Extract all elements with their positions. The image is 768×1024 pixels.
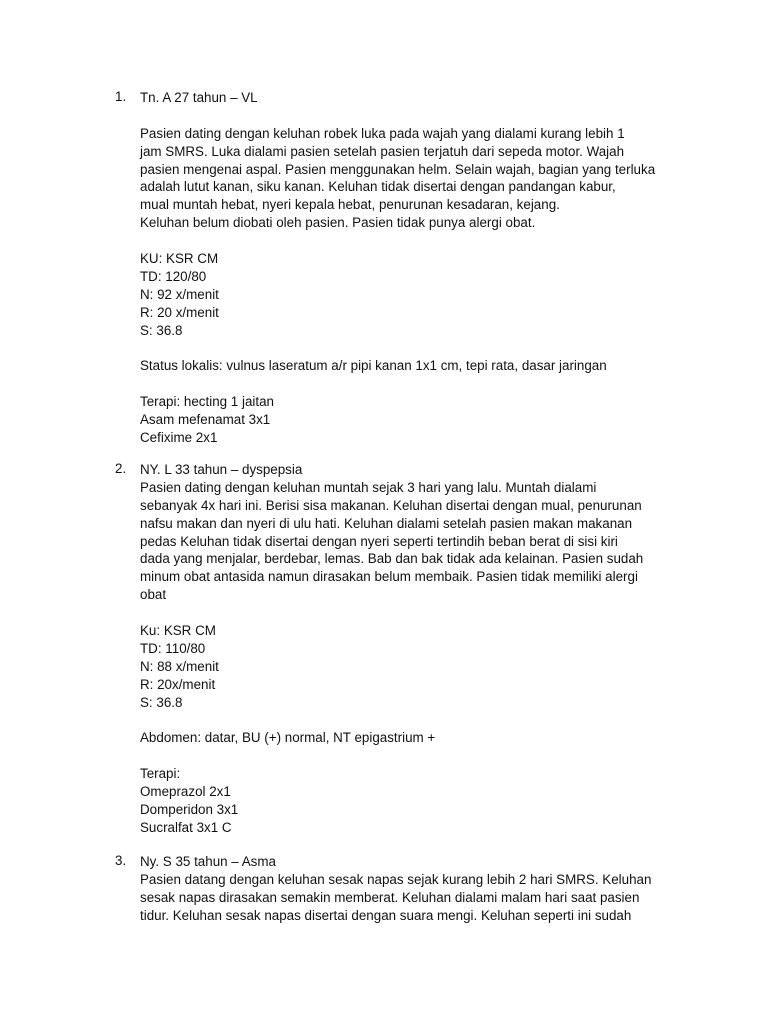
therapy-line: Cefixime 2x1 (140, 429, 218, 445)
vital-sign: KU: KSR CM (140, 251, 219, 267)
therapy-line: Terapi: (140, 766, 181, 782)
case-1 (115, 89, 680, 447)
vital-sign: N: 92 x/menit (140, 286, 219, 302)
vital-sign: S: 36.8 (140, 694, 183, 710)
complaint-paragraph (140, 479, 680, 604)
therapy-line: Domperidon 3x1 (140, 801, 239, 817)
vital-sign: S: 36.8 (140, 322, 183, 338)
complaint-line: Pasien dating dengan keluhan muntah sejak 3 hari yang lalu. Muntah dialami (140, 479, 597, 495)
complaint-line: Pasien datang dengan keluhan sesak napas sejak kurang lebih 2 hari SMRS. Keluhan (140, 871, 652, 887)
therapy-line: Omeprazol 2x1 (140, 784, 231, 800)
vitals-block (140, 250, 680, 339)
complaint-line: jam SMRS. Luka dialami pasien setelah pasien terjatuh dari sepeda motor. Wajah (140, 143, 625, 159)
vital-sign: R: 20x/menit (140, 676, 216, 692)
exam-finding: Status lokalis: vulnus laseratum a/r pipi kanan 1x1 cm, tepi rata, dasar jaringan (140, 358, 607, 374)
vital-sign: N: 88 x/menit (140, 658, 219, 674)
therapy-line: Sucralfat 3x1 C (140, 819, 232, 835)
exam-finding: Abdomen: datar, BU (+) normal, NT epigastrium + (140, 730, 436, 746)
complaint-paragraph (140, 871, 680, 925)
complaint-line: pedas Keluhan tidak disertai dengan nyeri seperti tertindih beban berat di sisi kiri (140, 533, 618, 549)
complaint-line: Keluhan belum diobati oleh pasien. Pasien tidak punya alergi obat. (140, 215, 536, 231)
complaint-line: sesak napas dirasakan semakin memberat. Keluhan dialami malam hari saat pasien (140, 889, 640, 905)
case-number: 2. (115, 461, 127, 476)
therapy-block (140, 393, 680, 447)
complaint-line: tidur. Keluhan sesak napas disertai dengan suara mengi. Keluhan seperti ini sudah (140, 907, 632, 923)
complaint-line: adalah lutut kanan, siku kanan. Keluhan tidak disertai dengan pandangan kabur, (140, 179, 616, 195)
complaint-line: obat (140, 587, 167, 603)
case-number: 3. (115, 853, 127, 868)
case-2 (115, 461, 680, 837)
vital-sign: R: 20 x/menit (140, 304, 219, 320)
complaint-line: pasien mengenai aspal. Pasien menggunakan helm. Selain wajah, bagian yang terluka (140, 161, 656, 177)
complaint-line: mual muntah hebat, nyeri kepala hebat, penurunan kesadaran, kejang. (140, 197, 560, 213)
therapy-block (140, 765, 680, 837)
case-title: NY. L 33 tahun – dyspepsia (140, 462, 303, 477)
complaint-line: Pasien dating dengan keluhan robek luka pada wajah yang dialami kurang lebih 1 (140, 125, 625, 141)
complaint-paragraph (140, 125, 680, 232)
case-title: Ny. S 35 tahun – Asma (140, 854, 276, 869)
vital-sign: TD: 110/80 (140, 640, 206, 656)
therapy-line: Terapi: hecting 1 jaitan (140, 394, 274, 410)
case-title: Tn. A 27 tahun – VL (140, 90, 258, 105)
vital-sign: TD: 120/80 (140, 268, 207, 284)
vitals-block (140, 622, 680, 711)
therapy-line: Asam mefenamat 3x1 (140, 412, 271, 428)
case-number: 1. (115, 89, 127, 104)
complaint-line: nafsu makan dan nyeri di ulu hati. Keluhan dialami setelah pasien makan makanan (140, 515, 633, 531)
complaint-line: dada yang menjalar, berdebar, lemas. Bab dan bak tidak ada kelainan. Pasien sudah (140, 551, 644, 567)
vital-sign: Ku: KSR CM (140, 623, 216, 639)
complaint-line: minum obat antasida namun dirasakan belum membaik. Pasien tidak memiliki alergi (140, 569, 638, 585)
complaint-line: sebanyak 4x hari ini. Berisi sisa makanan. Keluhan disertai dengan mual, penurunan (140, 497, 642, 513)
case-3 (115, 853, 680, 925)
